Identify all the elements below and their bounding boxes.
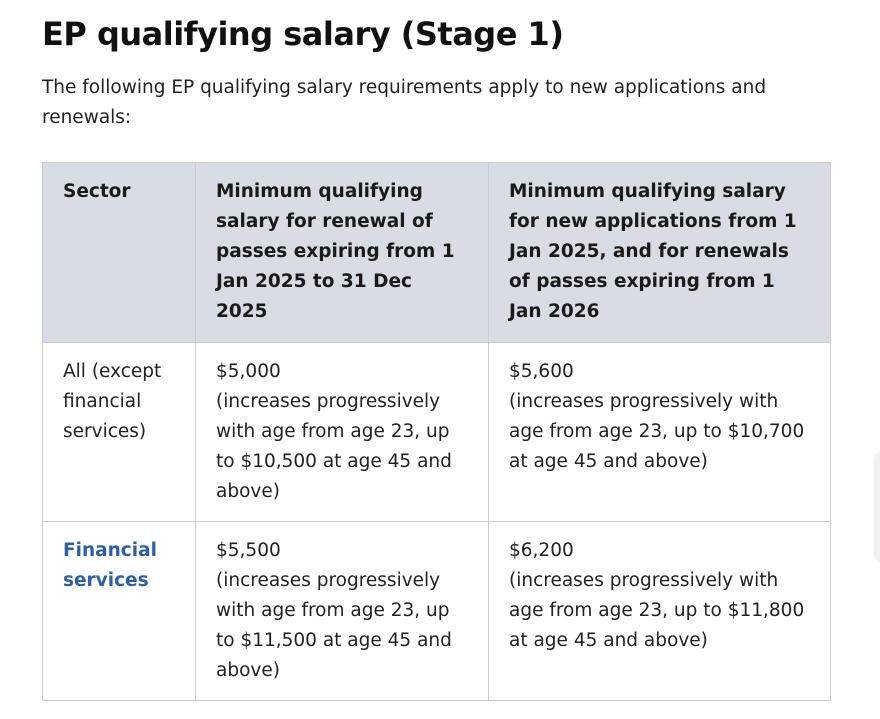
header-row — [43, 163, 831, 343]
renewal-salary-cell — [196, 343, 489, 522]
salary-note: (increases progressively with age from age 23, up to $11,800 at age 45 and above) — [509, 570, 805, 651]
table-row — [43, 522, 831, 701]
financial-services-link[interactable]: Financial services — [63, 540, 157, 591]
table-header — [43, 163, 831, 343]
salary-amount: $5,600 — [509, 361, 574, 382]
sector-cell — [43, 522, 196, 701]
salary-note: (increases progressively with age from age 23, up to $10,500 at age 45 and above) — [216, 391, 452, 502]
side-feedback-tab[interactable] — [876, 452, 880, 562]
new-application-salary-cell — [489, 343, 831, 522]
renewal-salary-cell — [196, 522, 489, 701]
page-title: EP qualifying salary (Stage 1) — [42, 15, 564, 53]
table-row — [43, 343, 831, 522]
salary-amount: $6,200 — [509, 540, 574, 561]
header-sector: Sector — [43, 163, 196, 343]
intro-paragraph: The following EP qualifying salary requirements apply to new applications and renewals: — [42, 77, 767, 128]
table-body — [43, 343, 831, 701]
header-renewal-salary: Minimum qualifying salary for renewal of passes expiring from 1 Jan 2025 to 31 Dec 2025 — [196, 163, 489, 343]
new-application-salary-cell — [489, 522, 831, 701]
salary-note: (increases progressively with age from age 23, up to $10,700 at age 45 and above) — [509, 391, 805, 472]
salary-note: (increases progressively with age from age 23, up to $11,500 at age 45 and above) — [216, 570, 452, 681]
sector-cell: All (except financial services) — [43, 343, 196, 522]
salary-amount: $5,000 — [216, 361, 281, 382]
header-new-application-salary: Minimum qualifying salary for new applications from 1 Jan 2025, and for renewals of passes expiring from 1 Jan 2026 — [489, 163, 831, 343]
salary-amount: $5,500 — [216, 540, 281, 561]
salary-table — [42, 162, 831, 701]
